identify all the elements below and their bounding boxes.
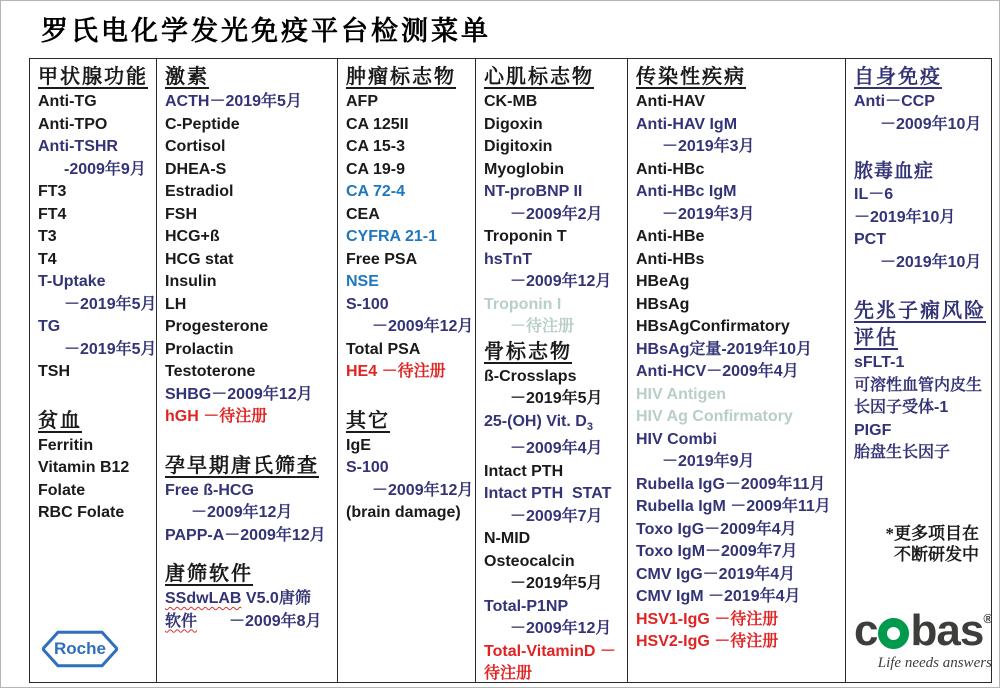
menu-item: HSV1-IgG －待注册 <box>636 610 779 628</box>
menu-item: Troponin I <box>484 295 562 313</box>
menu-item: Estradiol <box>165 183 234 200</box>
menu-item: FT3 <box>38 183 67 200</box>
menu-item: －2009年10月 <box>880 115 982 133</box>
menu-item: Digitoxin <box>484 138 553 155</box>
menu-item: FT4 <box>38 205 67 223</box>
menu-item: －2019年9月 <box>662 453 755 470</box>
menu-item: CMV IgG－2019年4月 <box>636 565 796 583</box>
menu-item: Intact PTH STAT <box>484 485 612 503</box>
menu-item <box>484 411 624 439</box>
menu-item: Prolactin <box>165 340 234 358</box>
menu-item: N-MID <box>484 530 531 548</box>
menu-item: HSV2-IgG －待注册 <box>636 633 779 650</box>
menu-item: Total-P1NP <box>484 597 569 615</box>
menu-item: CA 15-3 <box>346 138 405 155</box>
menu-item: 待注册 <box>484 665 533 682</box>
menu-item: Anti-HAV IgM <box>636 115 738 133</box>
menu-item: 胎盘生长因子 <box>854 444 951 461</box>
menu-item: Anti-HBc IgM <box>636 183 737 200</box>
menu-item: PCT <box>854 231 886 248</box>
menu-item: IgE <box>346 436 371 454</box>
menu-item-segment: V5.0唐筛 <box>241 590 311 607</box>
menu-item: NSE <box>346 273 379 290</box>
menu-item: Folate <box>38 481 86 499</box>
menu-item: －2019年5月 <box>64 340 157 358</box>
column-tumor-markers <box>338 59 476 682</box>
menu-item-segment: SSdwLAB <box>165 590 242 607</box>
menu-item: －2019年3月 <box>662 205 755 223</box>
spacer <box>165 429 334 453</box>
menu-item: Troponin T <box>484 228 567 245</box>
menu-item: AFP <box>346 93 378 110</box>
cobas-o-ring-icon <box>878 618 909 649</box>
menu-item-segment: 软件 <box>165 612 198 630</box>
menu-item: DHEA-S <box>165 160 227 178</box>
menu-item: －2009年12月 <box>510 620 612 638</box>
menu-item: hGH －待注册 <box>165 408 268 425</box>
menu-item: HBeAg <box>636 273 690 290</box>
menu-item: HCG+ß <box>165 228 220 245</box>
menu-item: －2009年12月 <box>510 273 612 290</box>
section-header: 先兆子痫风险 <box>854 300 986 322</box>
menu-item: CMV IgM －2019年4月 <box>636 588 801 605</box>
menu-item: －2019年10月 <box>880 253 982 271</box>
section-header: 肿瘤标志物 <box>346 66 456 88</box>
menu-item: Progesterone <box>165 318 269 335</box>
column-thyroid-anemia <box>30 59 157 682</box>
menu-item: Intact PTH <box>484 462 564 480</box>
menu-item: Total-VitaminD － <box>484 642 616 660</box>
column-cardiac-bone-markers <box>476 59 628 682</box>
section-header: 心肌标志物 <box>484 66 594 88</box>
spacer <box>854 274 989 298</box>
menu-item: ACTH－2019年5月 <box>165 93 302 110</box>
menu-item: －2009年12月 <box>372 318 474 335</box>
menu-item: －2009年2月 <box>510 205 603 223</box>
spacer <box>38 384 153 408</box>
menu-item: －2019年5月 <box>510 390 603 407</box>
menu-item: Anti-HAV <box>636 93 706 110</box>
menu-item: LH <box>165 295 187 313</box>
menu-item-segment: 25-(OH) Vit. D <box>484 412 587 430</box>
menu-item: 长因子受体-1 <box>854 399 949 416</box>
menu-item: Cortisol <box>165 138 226 155</box>
spacer <box>854 136 989 160</box>
cobas-letter-c: c <box>854 606 878 655</box>
menu-item: HE4 －待注册 <box>346 363 446 380</box>
footnote-line: *更多项目在 <box>885 523 979 543</box>
menu-item: CA 19-9 <box>346 160 405 178</box>
section-header: 激素 <box>165 66 209 88</box>
menu-item-segment: 3 <box>586 420 593 433</box>
menu-item: －2009年12月 <box>191 504 293 521</box>
menu-item: -2009年9月 <box>64 160 146 178</box>
menu-item: Osteocalcin <box>484 552 575 570</box>
menu-item: Free PSA <box>346 250 418 268</box>
section-header: 其它 <box>346 409 390 432</box>
menu-item: Anti-HBe <box>636 228 705 245</box>
roche-logo-text: Roche <box>54 639 106 658</box>
menu-item: NT-proBNP II <box>484 183 583 200</box>
cobas-tagline: Life needs answers <box>877 655 992 671</box>
menu-item: Anti-HCV－2009年4月 <box>636 363 799 380</box>
menu-item: －2019年5月 <box>64 295 157 313</box>
menu-item: －2009年7月 <box>510 507 603 525</box>
menu-item: RBC Folate <box>38 504 125 521</box>
menu-item: －2009年12月 <box>372 481 474 499</box>
menu-item: Total PSA <box>346 340 421 358</box>
menu-item: HBsAg <box>636 295 690 313</box>
menu-item: Anti-TG <box>38 93 97 110</box>
roche-logo <box>42 630 118 668</box>
menu-item: T-Uptake <box>38 273 106 290</box>
menu-item: Rubella IgG－2009年11月 <box>636 475 826 493</box>
menu-item: CA 125II <box>346 115 409 133</box>
column-autoimmune <box>846 59 992 682</box>
menu-item <box>165 611 334 634</box>
menu-item: Anti-HBs <box>636 250 705 268</box>
menu-item: Anti-TPO <box>38 115 108 133</box>
menu-item-segment: －2009年8月 <box>197 612 322 630</box>
menu-item: TG <box>38 318 61 335</box>
menu-item: Insulin <box>165 273 217 290</box>
menu-item: FSH <box>165 205 197 223</box>
menu-item: sFLT-1 <box>854 354 905 371</box>
menu-item: Toxo IgG－2009年4月 <box>636 520 797 538</box>
menu-item: Myoglobin <box>484 160 564 178</box>
menu-item: Toxo IgM－2009年7月 <box>636 543 798 560</box>
menu-item: T3 <box>38 228 57 245</box>
menu-item: HCG stat <box>165 250 234 268</box>
menu-item: ß-Crosslaps <box>484 367 577 385</box>
section-header: 传染性疾病 <box>636 66 746 88</box>
menu-item: C-Peptide <box>165 115 240 133</box>
menu-item: PIGF <box>854 421 892 439</box>
menu-item: －2019年5月 <box>510 575 603 593</box>
menu-item: Vitamin B12 <box>38 459 130 476</box>
section-header: 甲状腺功能 <box>38 66 148 88</box>
menu-item: Free ß-HCG <box>165 481 254 499</box>
menu-item: Anti-HBc <box>636 160 705 178</box>
menu-item: Rubella IgM －2009年11月 <box>636 498 831 515</box>
spacer <box>854 465 989 523</box>
column-infectious-diseases <box>628 59 846 682</box>
menu-item: CA 72-4 <box>346 183 405 200</box>
menu-item: HBsAgConfirmatory <box>636 318 790 335</box>
menu-item: PAPP-A－2009年12月 <box>165 526 326 544</box>
section-header: 孕早期唐氏筛查 <box>165 454 319 477</box>
menu-item: HIV Combi <box>636 430 717 448</box>
section-header: 自身免疫 <box>854 66 942 88</box>
section-header: 骨标志物 <box>484 340 572 363</box>
section-header: 贫血 <box>38 409 82 432</box>
registered-mark: ® <box>983 611 992 626</box>
menu-item: T4 <box>38 250 57 268</box>
menu-item: TSH <box>38 363 70 380</box>
menu-item: Ferritin <box>38 436 94 454</box>
menu-item: Anti-TSHR <box>38 138 118 155</box>
column-hormones <box>157 59 338 682</box>
test-menu-table <box>29 58 992 683</box>
menu-item: Anti－CCP <box>854 93 935 110</box>
menu-item <box>165 588 334 611</box>
menu-item: 可溶性血管内皮生 <box>854 376 983 394</box>
footnote-line: 不断研发中 <box>894 544 979 564</box>
menu-item: CEA <box>346 205 380 223</box>
menu-item: HIV Ag Confirmatory <box>636 408 793 425</box>
menu-item: hsTnT <box>484 250 532 268</box>
menu-item: HBsAg定量-2019年10月 <box>636 340 813 358</box>
menu-item: CK-MB <box>484 93 538 110</box>
menu-item: －2009年4月 <box>510 440 603 458</box>
menu-item: －2019年10月 <box>854 208 956 226</box>
section-subheader: 脓毒血症 <box>854 161 935 182</box>
cobas-logo <box>854 606 992 672</box>
menu-item: －2019年3月 <box>662 138 755 155</box>
section-header: 评估 <box>854 327 898 349</box>
spacer <box>346 384 472 408</box>
menu-item: S-100 <box>346 295 389 313</box>
menu-item: Testoterone <box>165 363 256 380</box>
menu-item: HIV Antigen <box>636 385 727 403</box>
menu-item: IL－6 <box>854 186 894 203</box>
menu-item: (brain damage) <box>346 504 461 521</box>
menu-item: Digoxin <box>484 115 543 133</box>
menu-item: CYFRA 21-1 <box>346 228 437 245</box>
menu-item: SHBG－2009年12月 <box>165 385 313 403</box>
spacer <box>165 547 334 561</box>
menu-item: S-100 <box>346 459 389 476</box>
section-header: 唐筛软件 <box>165 563 253 585</box>
cobas-wordmark <box>854 606 992 655</box>
menu-item: －待注册 <box>510 318 575 335</box>
cobas-letters-bas: bas <box>910 606 984 655</box>
page-title: 罗氏电化学发光免疫平台检测菜单 <box>41 16 491 46</box>
